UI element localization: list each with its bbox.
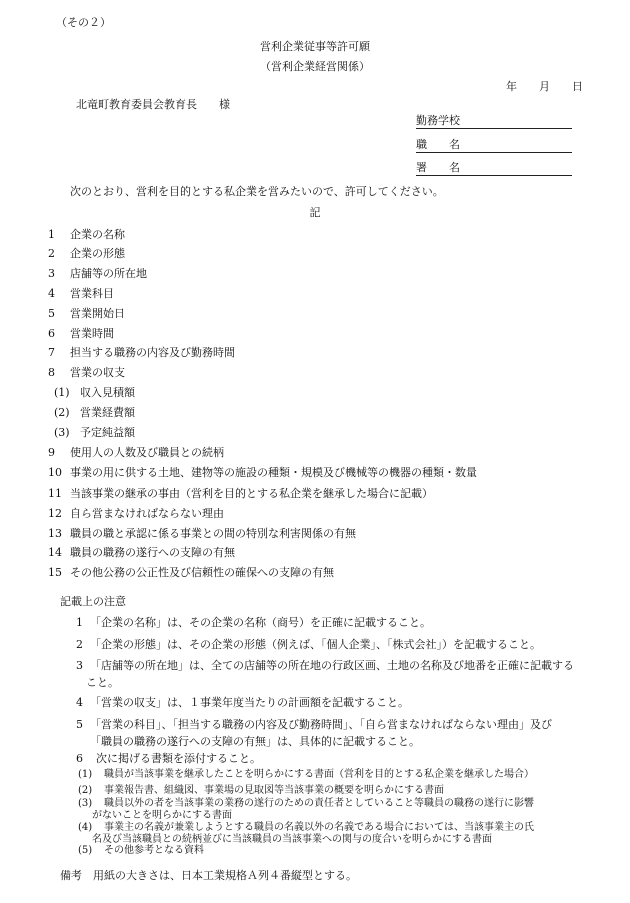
document-subtitle: （営利企業経営関係） xyxy=(260,60,370,73)
item-number: 12 xyxy=(48,507,62,520)
note-number: 4 xyxy=(76,696,83,709)
item-number: 11 xyxy=(48,487,62,500)
note-number: 6 xyxy=(76,752,83,765)
intro-text: 次のとおり、営利を目的とする私企業を営みたいので、許可してください。 xyxy=(70,185,444,198)
item-number: 8 xyxy=(48,366,55,379)
item-text: 予定純益額 xyxy=(80,426,135,439)
item-number: 14 xyxy=(48,546,62,559)
school-field xyxy=(416,114,572,129)
notes-heading: 記載上の注意 xyxy=(60,595,126,608)
name-field xyxy=(416,161,572,176)
note-line: 次に掲げる書類を添付すること。 xyxy=(96,752,261,765)
item-number: 15 xyxy=(48,566,62,579)
note-line: 「職員の職務の遂行への支障の有無」は、具体的に記載すること。 xyxy=(90,735,420,748)
date-day: 日 xyxy=(572,80,583,93)
note-number: 1 xyxy=(76,616,83,629)
item-text: 営業経費額 xyxy=(80,406,135,419)
item-number: (3) xyxy=(54,426,70,439)
item-number: 13 xyxy=(48,527,62,540)
item-text: 営業時間 xyxy=(70,327,114,340)
item-text: 当該事業の継承の事由（営利を目的とする私企業を継承した場合に記載） xyxy=(70,487,433,500)
item-text: 使用人の人数及び職員との続柄 xyxy=(70,446,224,459)
item-text: 営業科目 xyxy=(70,287,114,300)
position-label: 職 名 xyxy=(416,138,460,151)
attachment-number: (5) xyxy=(78,845,93,856)
item-text: その他公務の公正性及び信頼性の確保への支障の有無 xyxy=(70,566,334,579)
note-number: 2 xyxy=(76,638,83,651)
attachment-line: 事業主の名義が兼業しようとする職員の名義以外の名義である場合においては、当該事業主の氏 xyxy=(104,822,534,833)
item-number: 4 xyxy=(48,287,55,300)
note-number: 5 xyxy=(76,718,83,731)
attachment-line: その他参考となる資料 xyxy=(104,845,204,856)
item-text: 店舗等の所在地 xyxy=(70,267,147,280)
note-line: 「営業の科目」、「担当する職務の内容及び勤務時間」、「自ら営まなければならない理由」及び xyxy=(90,718,552,731)
note-line: 「店舗等の所在地」は、全ての店舗等の所在地の行政区画、土地の名称及び地番を正確に記載する xyxy=(90,659,574,672)
attachment-number: (4) xyxy=(78,822,93,833)
note-line: 「営業の収支」は、１事業年度当たりの計画額を記載すること。 xyxy=(90,696,409,709)
item-number: 3 xyxy=(48,267,55,280)
item-number: 10 xyxy=(48,466,62,479)
attachment-line: 職員が当該事業を継承したことを明らかにする書面（営利を目的とする私企業を継承した場合） xyxy=(104,769,534,780)
document-title: 営利企業従事等許可願 xyxy=(260,40,370,53)
item-number: 9 xyxy=(48,446,55,459)
date-month: 月 xyxy=(539,80,550,93)
item-number: 2 xyxy=(48,247,55,260)
note-line: こと。 xyxy=(86,676,119,689)
note-line: 「企業の形態」は、その企業の形態（例えば、「個人企業」、「株式会社」）を記載すること。 xyxy=(90,638,541,651)
item-text: 担当する職務の内容及び勤務時間 xyxy=(70,346,235,359)
item-text: 職員の職と承認に係る事業との間の特別な利害関係の有無 xyxy=(70,527,356,540)
attachment-number: (1) xyxy=(78,769,93,780)
item-number: 6 xyxy=(48,327,55,340)
attachment-number: (3) xyxy=(78,798,93,809)
name-label: 署 名 xyxy=(416,161,460,174)
item-text: 企業の名称 xyxy=(70,228,125,241)
item-number: 1 xyxy=(48,228,55,241)
ki-heading: 記 xyxy=(309,206,321,219)
note-line: 「企業の名称」は、その企業の名称（商号）を正確に記載すること。 xyxy=(90,616,431,629)
item-text: 営業の収支 xyxy=(70,366,125,379)
item-number: 5 xyxy=(48,307,55,320)
attachment-line: 事業報告書、組織図、事業場の見取図等当該事業の概要を明らかにする書面 xyxy=(104,785,444,796)
item-text: 事業の用に供する土地、建物等の施設の種類・規模及び機械等の機器の種類・数量 xyxy=(70,466,477,479)
item-number: 7 xyxy=(48,346,55,359)
item-number: (1) xyxy=(54,386,70,399)
item-text: 営業開始日 xyxy=(70,307,125,320)
item-text: 職員の職務の遂行への支障の有無 xyxy=(70,546,235,559)
attachment-line: 職員以外の者を当該事業の業務の遂行のための責任者としていること等職員の職務の遂行に影響 xyxy=(104,798,534,809)
position-field xyxy=(416,138,572,153)
date-year: 年 xyxy=(506,80,517,93)
remark: 備考 用紙の大きさは、日本工業規格Ａ列４番縦型とする。 xyxy=(60,869,357,882)
school-label: 勤務学校 xyxy=(416,114,460,127)
attachment-line: 名及び当該職員との続柄並びに当該職員の当該事業への関与の度合いを明らかにする書面 xyxy=(92,834,492,845)
item-text: 自ら営まなければならない理由 xyxy=(70,507,224,520)
addressee: 北竜町教育委員会教育長 様 xyxy=(76,98,230,111)
item-number: (2) xyxy=(54,406,70,419)
note-number: 3 xyxy=(76,659,83,672)
attachment-line: がないことを明らかにする書面 xyxy=(92,810,232,821)
form-number: （その２） xyxy=(56,16,111,29)
item-text: 収入見積額 xyxy=(80,386,135,399)
item-text: 企業の形態 xyxy=(70,247,125,260)
attachment-number: (2) xyxy=(78,785,93,796)
